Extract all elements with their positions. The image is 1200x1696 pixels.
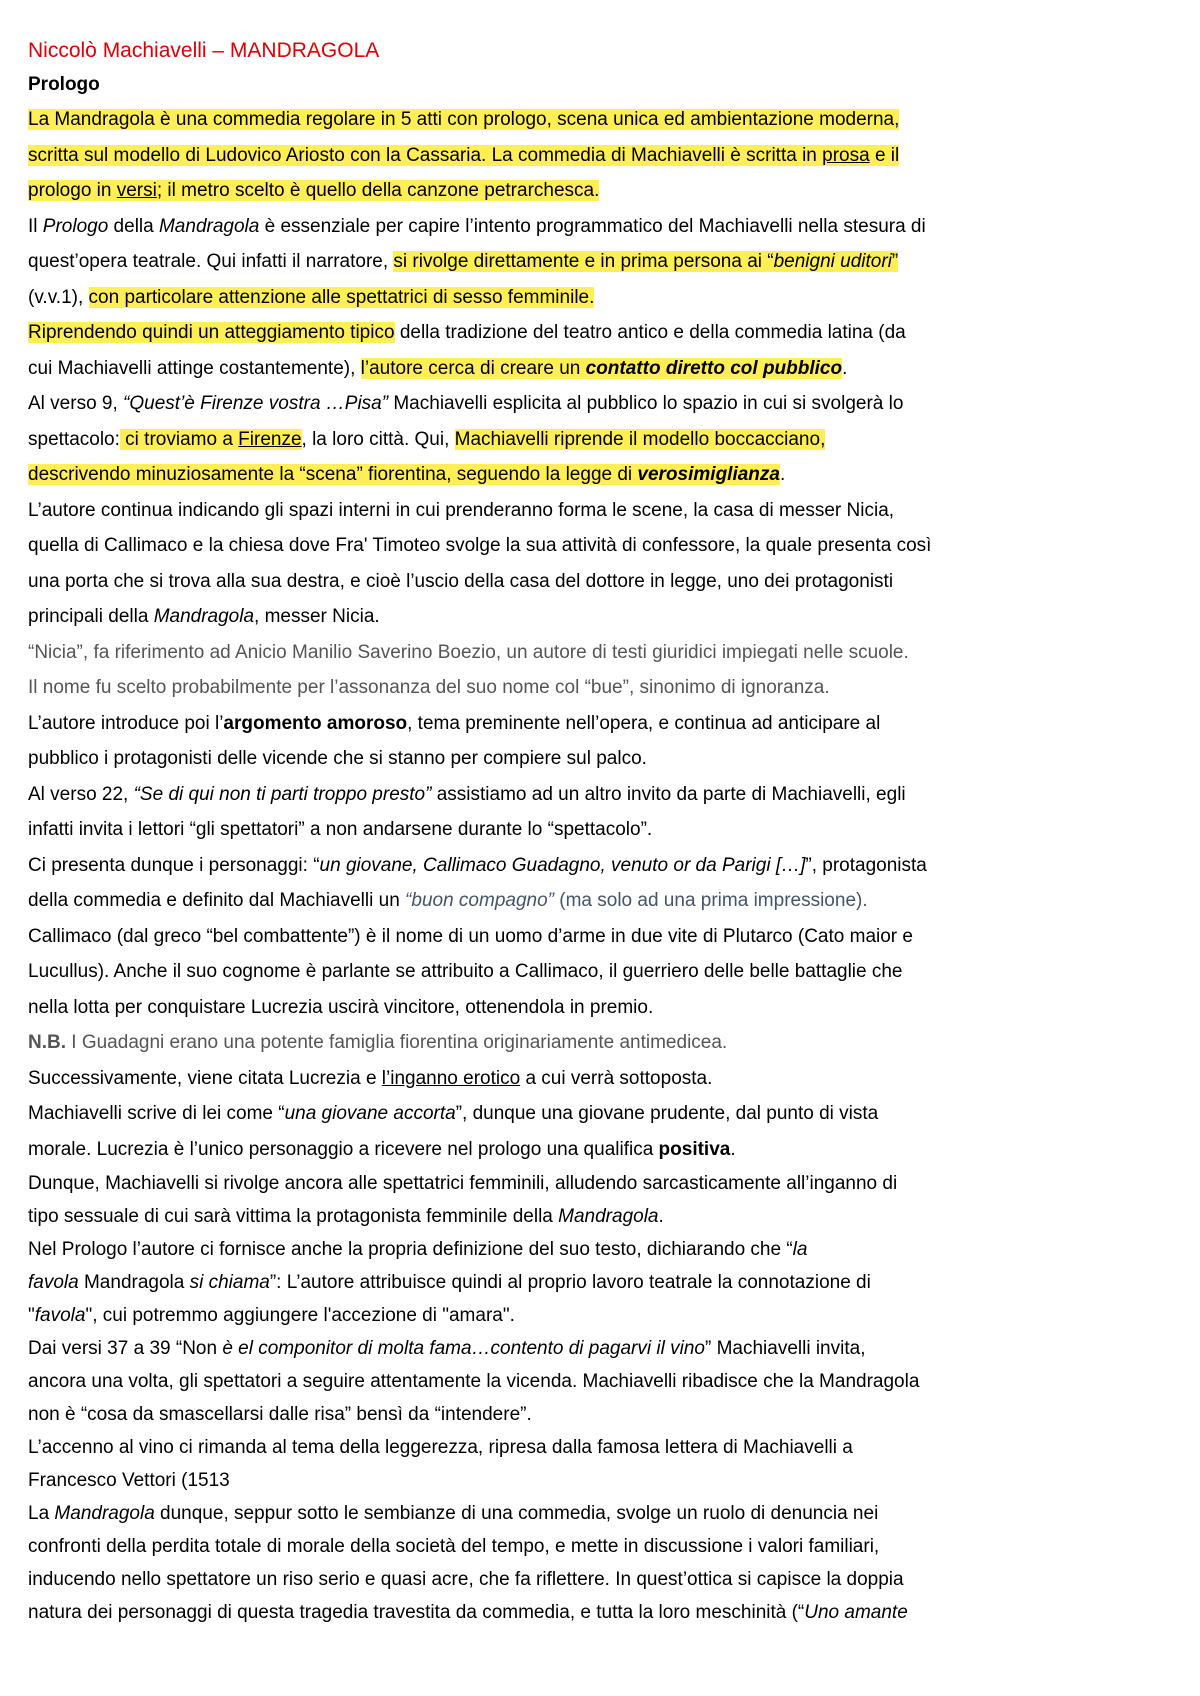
paragraph-love-theme: L’autore introduce poi l’argomento amoroso, tema preminente nell’opera, e continua ad anticipare al pubblico i protagonisti delle vicende che si stanno per compiere sul palco. xyxy=(28,712,881,769)
paragraph-lucrezia: Successivamente, viene citata Lucrezia e l’inganno erotico a cui verrà sottoposta. xyxy=(28,1067,713,1089)
underlined-word: versi xyxy=(116,180,157,201)
highlighted-text: descrivendo minuziosamente la “scena” fiorentina, seguendo la legge di verosimiglianza xyxy=(28,464,780,485)
underlined-word: Firenze xyxy=(238,428,302,450)
paragraph-nb-note: N.B. I Guadagni erano una potente famiglia fiorentina originariamente antimedicea. xyxy=(28,1032,728,1053)
highlighted-text: Riprendendo quindi un atteggiamento tipico xyxy=(28,322,395,343)
highlighted-text: con particolare attenzione alle spettatrici di sesso femminile. xyxy=(88,286,595,308)
highlighted-text: Machiavelli riprende il modello boccacciano, xyxy=(454,428,826,450)
paragraph-verse-9: Al verso 9, “Quest’è Firenze vostra …Pisa” Machiavelli esplicita al pubblico lo spazio in cui si svolgerà lo spettacolo: ci troviamo a Firenze, la loro città. Qui, Machiavelli riprende il modello boccacciano, descrivendo minuziosamente la “scena” fiorentina, seguendo la legge di verosimiglianza. xyxy=(28,393,904,485)
highlighted-text: ci troviamo a Firenze xyxy=(119,428,302,450)
paragraph-characters: Ci presenta dunque i personaggi: “un giovane, Callimaco Guadagno, venuto or da Parigi […]”, protagonista della commedia e definito dal Machiavelli un “buon compagno” (ma solo ad una prima impressione). xyxy=(28,854,927,911)
paragraph-wine: L’accenno al vino ci rimanda al tema della leggerezza, ripresa dalla famosa lettera di Machiavelli a Francesco Vettori (1513 xyxy=(28,1437,853,1491)
paragraph-intro xyxy=(28,102,1178,209)
highlighted-text: l’autore cerca di creare un contatto diretto col pubblico xyxy=(360,357,843,379)
underlined-word: prosa xyxy=(822,144,870,166)
document-body xyxy=(28,34,1178,1629)
highlighted-text: scritta sul modello di Ludovico Ariosto con la Cassaria. La commedia di Machiavelli è scritta in prosa e il xyxy=(28,144,900,166)
highlighted-text: La Mandragola è una commedia regolare in 5 atti con prologo, scena unica ed ambientazione moderna, xyxy=(28,109,900,130)
paragraph-interior-spaces: L’autore continua indicando gli spazi interni in cui prenderanno forma le scene, la casa di messer Nicia, quella di Callimaco e la chiesa dove Fra' Timoteo svolge la sua attività di confessore, la quale presenta così una porta che si trova alla sua destra, e cioè l’uscio della casa del dottore in legge, uno dei protagonisti principali della Mandragola, messer Nicia. xyxy=(28,499,932,627)
paragraph-verse-22: Al verso 22, “Se di qui non ti parti troppo presto” assistiamo ad un altro invito da parte di Machiavelli, egli infatti invita i lettori “gli spettatori” a non andarsene durante lo “spettacolo”. xyxy=(28,783,906,840)
underlined-word: l’inganno erotico xyxy=(381,1067,521,1089)
paragraph-prologo-intent: Il Prologo della Mandragola è essenziale per capire l’intento programmatico del Machiavelli nella stesura di quest’opera teatrale. Qui infatti il narratore, si rivolge direttamente e in prima persona ai “benigni uditori” (v.v.1), con particolare attenzione alle spettatrici di sesso femminile. xyxy=(28,215,926,308)
paragraph-lucrezia-description: Machiavelli scrive di lei come “una giovane accorta”, dunque una giovane prudente, dal punto di vista morale. Lucrezia è l’unico personaggio a ricevere nel prologo una qualifica positiva. xyxy=(28,1103,879,1160)
paragraph-favola: Nel Prologo l’autore ci fornisce anche la propria definizione del suo testo, dichiarando che “la favola Mandragola si chiama”: L’autore attribuisce quindi al proprio lavoro teatrale la connotazione di "favola", cui potremmo aggiungere l'accezione di "amara". xyxy=(28,1239,871,1326)
section-heading-prologo: Prologo xyxy=(28,74,100,95)
paragraph-sarcasm: Dunque, Machiavelli si rivolge ancora alle spettatrici femminili, alludendo sarcasticamente all’inganno di tipo sessuale di cui sarà vittima la protagonista femminile della Mandragola. xyxy=(28,1173,898,1227)
paragraph-nicia-note: “Nicia”, fa riferimento ad Anicio Manilio Saverino Boezio, un autore di testi giuridici impiegati nelle scuole. Il nome fu scelto probabilmente per l’assonanza del suo nome col “bue”, sinonimo di ignoranza. xyxy=(28,641,909,698)
paragraph-callimaco: Callimaco (dal greco “bel combattente”) è il nome di un uomo d’arme in due vite di Plutarco (Cato maior e Lucullus). Anche il suo cognome è parlante se attribuito a Callimaco, il guerriero delle belle battaglie che nella lotta per conquistare Lucrezia uscirà vincitore, ottenendola in premio. xyxy=(28,925,913,1018)
document-title: Niccolò Machiavelli – MANDRAGOLA xyxy=(28,39,380,62)
highlighted-text: si rivolge direttamente e in prima persona ai “benigni uditori” xyxy=(393,251,899,272)
paragraph-denuncia: La Mandragola dunque, seppur sotto le sembianze di una commedia, svolge un ruolo di denuncia nei confronti della perdita totale di morale della società del tempo, e mette in discussione i valori familiari, inducendo nello spettatore un riso serio e quasi acre, che fa riflettere. In quest’ottica si capisce la doppia natura dei personaggi di questa tragedia travestita da commedia, e tutta la loro meschinità (“Uno amante xyxy=(28,1503,908,1623)
paragraph-verses-37-39: Dai versi 37 a 39 “Non è el componitor di molta fama…contento di pagarvi il vino” Machiavelli invita, ancora una volta, gli spettatori a seguire attentamente la vicenda. Machiavelli ribadisce che la Mandragola non è “cosa da smascellarsi dalle risa” bensì da “intendere”. xyxy=(28,1338,920,1425)
paragraph-ancient-theatre: Riprendendo quindi un atteggiamento tipico della tradizione del teatro antico e della commedia latina (da cui Machiavelli attinge costantemente), l’autore cerca di creare un contatto diretto col pubblico. xyxy=(28,322,906,379)
highlighted-text: prologo in versi; il metro scelto è quello della canzone petrarchesca. xyxy=(28,180,600,201)
